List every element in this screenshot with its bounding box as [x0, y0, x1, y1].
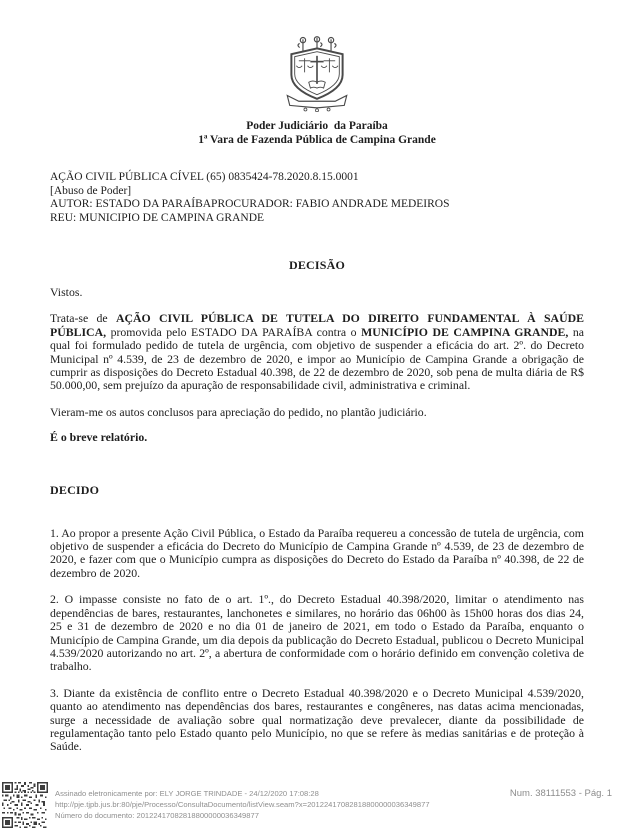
decido-title: DECIDO: [50, 482, 100, 497]
case-info-block: [50, 171, 584, 225]
coat-of-arms-icon: [275, 36, 359, 112]
decision-item-1: 1. Ao propor a presente Ação Civil Pública, o Estado da Paraíba requereu a concessão de tutela de urgência, com objetivo de suspender a eficácia do Decreto do Município de Campina Grande nº 4.539, de 23 de dezembro de 2020, e fazer com que o Município cumpra as disposições do Decreto do Estado da Paraíba nº 40.398, de 22 de dezembro de 2020.: [50, 525, 584, 580]
vistos-line: Vistos.: [50, 285, 83, 299]
relatorio-line: É o breve relatório.: [50, 430, 148, 445]
intro-segment-bold: AÇÃO CIVIL PÚBLICA DE TUTELA DO DIREITO FUNDAMENTAL À SAÚDE PÚBLICA,: [50, 311, 584, 339]
signature-footer: [0, 779, 622, 831]
signed-by-line: Assinado eletronicamente por: ELY JORGE TRINDADE - 24/12/2020 17:08:28: [55, 789, 319, 798]
intro-segment-bold: MUNICÍPIO DE CAMPINA GRANDE,: [361, 324, 569, 339]
intro-segment: na qual foi formulado pedido de tutela de urgência, com objetivo de suspender a eficácia do art. 2º. do Decreto Municipal nº 4.539, de 23 de dezembro de 2020, e impor ao Município de Campina Grande a obrigação de cumprir as disposições do Decreto Estadual 40.398, de 22 de dezembro de 2020, sob pena de multa diária de R$ 50.000,00, sem prejuízo da apuração de responsabilidade civil, administrativa e criminal.: [50, 324, 584, 393]
case-number-line: AÇÃO CIVIL PÚBLICA CÍVEL (65) 0835424-78.2020.8.15.0001: [50, 171, 359, 183]
intro-paragraph: [50, 312, 584, 392]
qr-code-icon: [2, 782, 48, 828]
page-ref: Num. 38111553 - Pág. 1: [509, 788, 612, 799]
decision-item-3: 3. Diante da existência de conflito entre o Decreto Estadual 40.398/2020 e o Decreto Municipal 4.539/2020, quanto ao atendimento nas dependências dos bares, restaurantes e congêneres, nas datas acima mencionadas, surge a necessidade de avaliação sobre qual normatização deve prevalecer, diante da possibilidade de regulamentação tanto pelo Estado quanto pelo Município, no que se refere às medias sanitárias e de proteção à Saúde.: [50, 685, 584, 754]
conclusos-paragraph: Vieram-me os autos conclusos para apreciação do pedido, no plantão judiciário.: [50, 404, 427, 419]
case-author-line: AUTOR: ESTADO DA PARAÍBAPROCURADOR: FABIO ANDRADE MEDEIROS: [50, 198, 450, 210]
decision-item-2: 2. O impasse consiste no fato de o art. 1º., do Decreto Estadual 40.398/2020, limitar o atendimento nas dependências de bares, restaurantes, lanchonetes e similares, no horário das 06h00 às 15h00 horas dos dias 24, 25 e 31 de dezembro de 2020 e no dia 01 de janeiro de 2021, em todo o Estado da Paraíba, enquanto o Município de Campina Grande, um dia depois da publicação do Decreto Estadual, publicou o Decreto Municipal 4.539/2020 autorizando no art. 2º, a abertura de conformidade com o horário definido em convenção coletiva de trabalho.: [50, 592, 584, 674]
court-name: 1ª Vara de Fazenda Pública de Campina Grande: [198, 134, 436, 146]
verify-url-line: http://pje.tjpb.jus.br:80/pje/Processo/ConsultaDocumento/listView.seam?x=20122417082818800000036349877: [55, 800, 430, 809]
doc-number-line: Número do documento: 20122417082818800000036349877: [55, 811, 259, 820]
org-name: Poder Judiciário da Paraíba: [246, 120, 388, 132]
intro-segment: Trata-se de: [50, 311, 116, 326]
case-defendant-line: REU: MUNICIPIO DE CAMPINA GRANDE: [50, 211, 265, 224]
signature-block: [55, 788, 475, 821]
decision-title: DECISÃO: [288, 258, 346, 272]
case-subject-line: [Abuso de Poder]: [50, 184, 132, 197]
intro-segment: promovida pelo ESTADO DA PARAÍBA contra o: [106, 324, 362, 339]
emblem-wrap: [50, 36, 584, 117]
